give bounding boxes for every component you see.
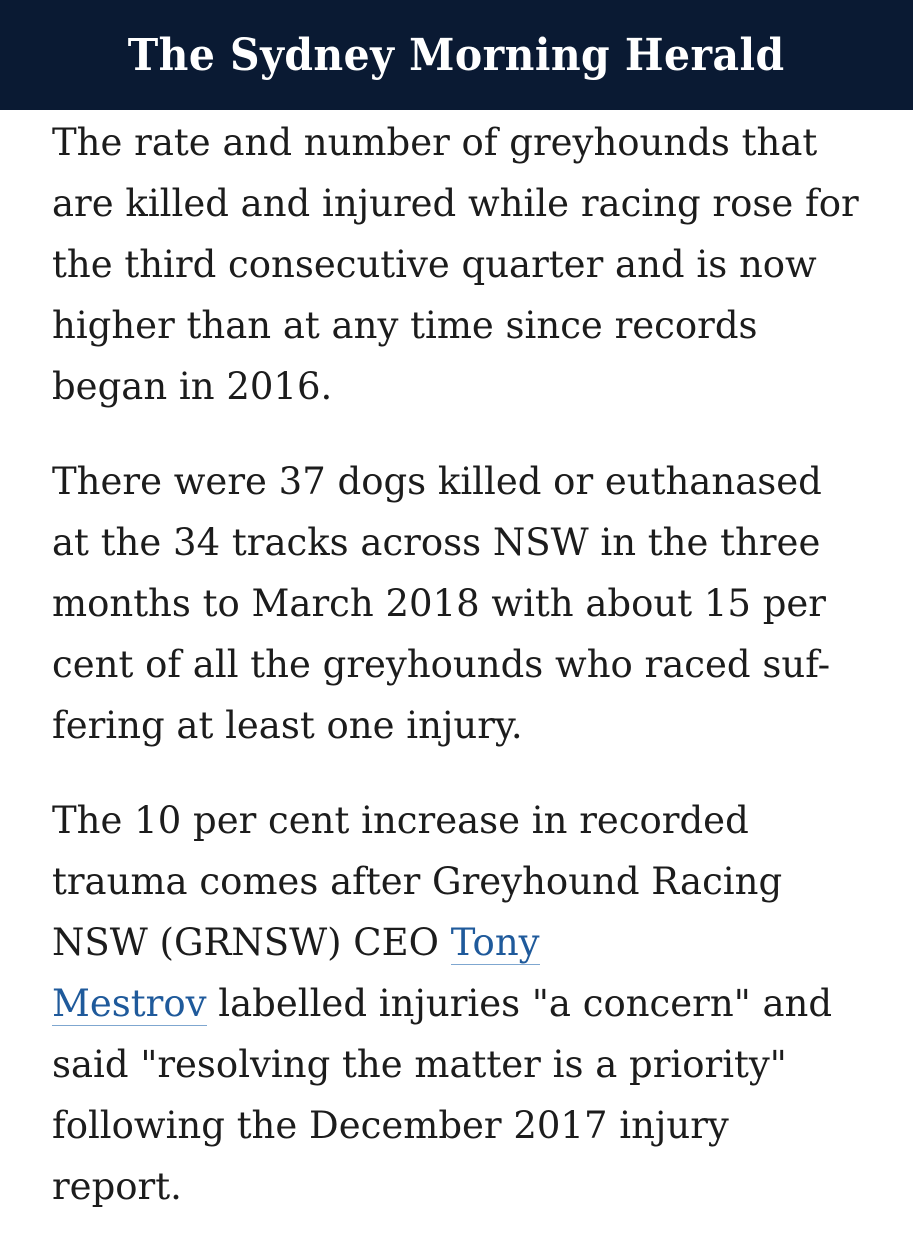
paragraph-line: fering at least one injury. (52, 704, 523, 747)
paragraph-line: said "resolving the matter is a priority" (52, 1043, 787, 1086)
masthead-logo[interactable]: The Sydney Morning Herald (128, 29, 785, 81)
paragraph-line: The rate and number of greyhounds that (52, 121, 818, 164)
paragraph-text: labelled injuries "a concern" and (206, 982, 833, 1025)
article-paragraph-1 (52, 112, 882, 417)
paragraph-line: at the 34 tracks across NSW in the three (52, 521, 821, 564)
paragraph-line: There were 37 dogs killed or euthanased (52, 460, 822, 503)
paragraph-line: The 10 per cent increase in recorded (52, 799, 749, 842)
author-link-tony-mestrov[interactable]: Tony (450, 921, 540, 964)
paragraph-line: following the December 2017 injury (52, 1104, 729, 1147)
paragraph-line: report. (52, 1165, 182, 1208)
paragraph-line: the third consecutive quarter and is now (52, 243, 817, 286)
paragraph-line: higher than at any time since records (52, 304, 758, 347)
paragraph-line: trauma comes after Greyhound Racing (52, 860, 783, 903)
article-body (52, 112, 882, 1251)
paragraph-line: are killed and injured while racing rose for (52, 182, 859, 225)
paragraph-line: months to March 2018 with about 15 per (52, 582, 826, 625)
author-link-tony-mestrov[interactable]: Mestrov (52, 982, 207, 1025)
masthead (0, 0, 913, 110)
article-paragraph-2 (52, 451, 882, 756)
article-paragraph-3 (52, 790, 882, 1217)
paragraph-line: began in 2016. (52, 365, 333, 408)
paragraph-line (52, 912, 882, 973)
paragraph-line: cent of all the greyhounds who raced suf- (52, 643, 831, 686)
paragraph-line (52, 973, 882, 1034)
paragraph-text: NSW (GRNSW) CEO (52, 921, 451, 964)
